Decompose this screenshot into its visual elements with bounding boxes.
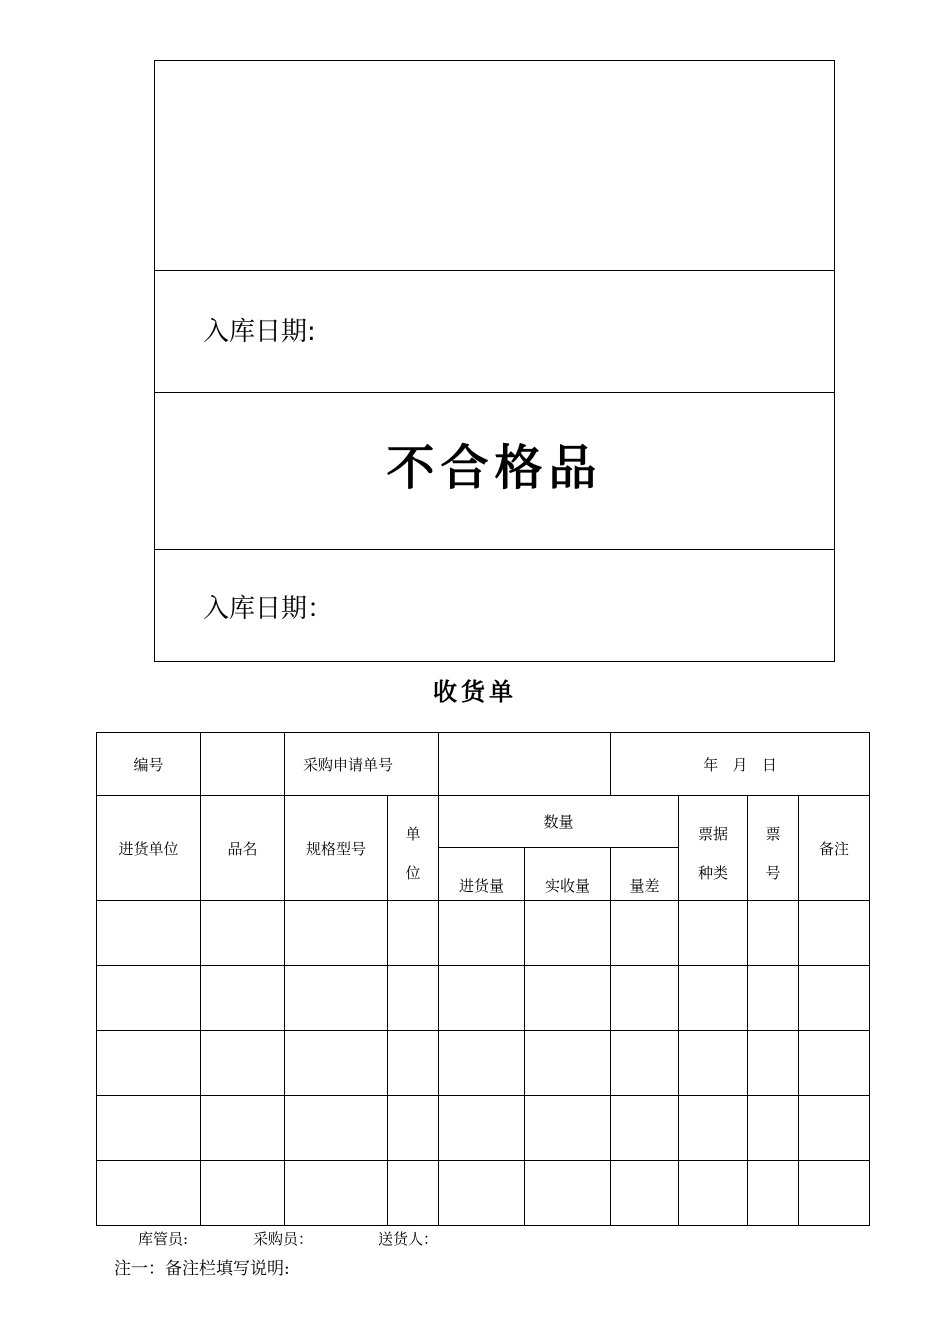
table-cell[interactable] [679, 901, 748, 966]
table-cell[interactable] [611, 1031, 679, 1096]
label-date-row-2 [155, 550, 834, 662]
table-cell[interactable] [388, 1096, 439, 1161]
table-cell[interactable] [285, 901, 388, 966]
table-cell[interactable] [97, 901, 201, 966]
table-cell[interactable] [97, 1031, 201, 1096]
table-cell[interactable] [525, 1096, 611, 1161]
invoice-type-header [679, 796, 748, 901]
table-cell[interactable] [679, 1096, 748, 1161]
unit-header-top: 单 [405, 825, 421, 843]
supplier-header: 进货单位 [97, 796, 201, 901]
invoice-number-header-top: 票 [765, 825, 781, 843]
table-row [97, 966, 870, 1031]
product-name-header: 品名 [201, 796, 285, 901]
label-blank-area [155, 61, 834, 271]
table-cell[interactable] [285, 1096, 388, 1161]
deliverer-label: 送货人： [378, 1230, 439, 1248]
entry-date-label-2: 入库日期： [203, 594, 334, 624]
invoice-number-header-bottom: 号 [765, 864, 781, 882]
serial-label: 编号 [97, 733, 201, 796]
table-cell[interactable] [439, 901, 525, 966]
table-cell[interactable] [285, 966, 388, 1031]
table-row [97, 901, 870, 966]
table-cell[interactable] [388, 1161, 439, 1226]
table-cell[interactable] [611, 901, 679, 966]
table-cell[interactable] [525, 1161, 611, 1226]
table-cell[interactable] [748, 1031, 799, 1096]
nonconforming-title: 不合格品 [386, 440, 603, 496]
table-row [97, 1161, 870, 1226]
table-cell[interactable] [201, 966, 285, 1031]
nonconforming-label-card [154, 60, 835, 662]
entry-date-label-1: 入库日期: [203, 317, 316, 347]
date-cell[interactable]: 年 月 日 [611, 733, 870, 796]
qty-received-header: 实收量 [525, 848, 611, 901]
table-cell[interactable] [611, 1161, 679, 1226]
table-cell[interactable] [611, 1096, 679, 1161]
receipt-table [96, 732, 870, 1226]
table-cell[interactable] [285, 1031, 388, 1096]
table-cell[interactable] [799, 901, 870, 966]
table-cell[interactable] [799, 1031, 870, 1096]
table-cell[interactable] [679, 1031, 748, 1096]
unit-header-bottom: 位 [405, 864, 421, 882]
invoice-type-header-top: 票据 [698, 825, 729, 843]
receipt-header-row [97, 733, 870, 796]
table-row [97, 1096, 870, 1161]
table-cell[interactable] [611, 966, 679, 1031]
table-cell[interactable] [97, 1096, 201, 1161]
table-cell[interactable] [201, 1096, 285, 1161]
table-cell[interactable] [388, 1031, 439, 1096]
column-header-row-1 [97, 796, 870, 848]
request-number-value-cell[interactable] [439, 733, 611, 796]
table-cell[interactable] [439, 1031, 525, 1096]
quantity-header: 数量 [439, 796, 679, 848]
buyer-label: 采购员： [253, 1230, 314, 1248]
table-cell[interactable] [439, 1096, 525, 1161]
table-cell[interactable] [748, 1096, 799, 1161]
table-cell[interactable] [97, 966, 201, 1031]
table-cell[interactable] [388, 901, 439, 966]
request-number-label: 采购申请单号 [285, 733, 439, 796]
table-cell[interactable] [525, 966, 611, 1031]
table-cell[interactable] [201, 1161, 285, 1226]
table-cell[interactable] [201, 1031, 285, 1096]
warehouse-keeper-label: 库管员: [138, 1230, 189, 1248]
receipt-form-title: 收货单 [433, 677, 517, 706]
table-cell[interactable] [525, 1031, 611, 1096]
table-cell[interactable] [285, 1161, 388, 1226]
table-cell[interactable] [439, 1161, 525, 1226]
table-cell[interactable] [748, 901, 799, 966]
table-cell[interactable] [799, 1161, 870, 1226]
table-cell[interactable] [388, 966, 439, 1031]
receipt-body [97, 901, 870, 1226]
qty-diff-header: 量差 [611, 848, 679, 901]
table-cell[interactable] [748, 966, 799, 1031]
table-cell[interactable] [97, 1161, 201, 1226]
table-row [97, 1031, 870, 1096]
remarks-header: 备注 [799, 796, 870, 901]
serial-value-cell[interactable] [201, 733, 285, 796]
table-cell[interactable] [799, 966, 870, 1031]
invoice-number-header [748, 796, 799, 901]
table-cell[interactable] [679, 1161, 748, 1226]
unit-header [388, 796, 439, 901]
table-cell[interactable] [525, 901, 611, 966]
qty-incoming-header: 进货量 [439, 848, 525, 901]
spec-model-header: 规格型号 [285, 796, 388, 901]
label-date-row-1 [155, 271, 834, 393]
table-cell[interactable] [679, 966, 748, 1031]
table-cell[interactable] [799, 1096, 870, 1161]
remarks-note: 注一：备注栏填写说明: [114, 1259, 290, 1279]
label-title-row [155, 393, 834, 550]
invoice-type-header-bottom: 种类 [698, 864, 729, 882]
table-cell[interactable] [201, 901, 285, 966]
table-cell[interactable] [748, 1161, 799, 1226]
table-cell[interactable] [439, 966, 525, 1031]
